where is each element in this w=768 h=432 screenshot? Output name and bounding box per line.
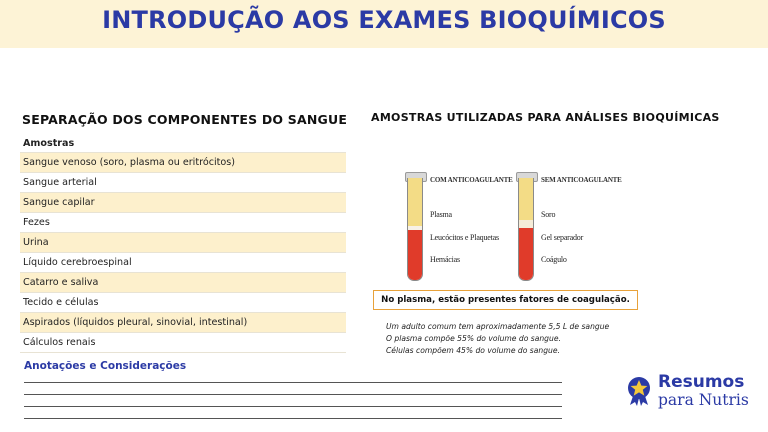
table-row (20, 293, 346, 313)
table-cell: Sangue arterial (20, 173, 346, 193)
table-row (20, 273, 346, 293)
note-line[interactable] (24, 394, 562, 395)
notes-title: Anotações e Considerações (24, 360, 187, 372)
fact-line: Células compõem 45% do volume do sangue. (386, 346, 560, 355)
note-line[interactable] (24, 382, 562, 383)
tube-with-anticoagulant (407, 178, 423, 281)
callout-box: No plasma, estão presentes fatores de coagulação. (373, 290, 638, 310)
table-cell: Sangue capilar (20, 193, 346, 213)
tube1-component: Hemácias (430, 255, 460, 264)
tube1-component: Leucócitos e Plaquetas (430, 233, 499, 242)
table-row (20, 153, 346, 173)
fact-line: Um adulto comum tem aproximadamente 5,5 L de sangue (386, 322, 610, 331)
table-cell: Líquido cerebroespinal (20, 253, 346, 273)
right-heading: AMOSTRAS UTILIZADAS PARA ANÁLISES BIOQUÍMICAS (371, 111, 720, 124)
table-cell: Aspirados (líquidos pleural, sinovial, intestinal) (20, 313, 346, 333)
plasma-layer (408, 178, 422, 226)
page-title: INTRODUÇÃO AOS EXAMES BIOQUÍMICOS (102, 6, 666, 34)
tube1-component: Plasma (430, 210, 452, 219)
gel-layer (519, 220, 533, 228)
table-header-row (20, 134, 346, 153)
table-row (20, 313, 346, 333)
table-row (20, 253, 346, 273)
clot-layer (519, 228, 533, 280)
table-row (20, 333, 346, 353)
tube-without-anticoagulant (518, 178, 534, 281)
table-cell: Tecido e células (20, 293, 346, 313)
table-cell: Catarro e saliva (20, 273, 346, 293)
table-row (20, 233, 346, 253)
samples-table (20, 134, 346, 353)
tube2-component: Soro (541, 210, 556, 219)
table-row (20, 193, 346, 213)
table-cell: Fezes (20, 213, 346, 233)
red-cell-layer (408, 230, 422, 280)
left-heading: SEPARAÇÃO DOS COMPONENTES DO SANGUE (22, 112, 348, 127)
serum-layer (519, 178, 533, 220)
logo-text-resumos: Resumos (658, 372, 745, 392)
table-header: Amostras (20, 134, 346, 153)
medal-star-icon (624, 376, 654, 406)
note-line[interactable] (24, 406, 562, 407)
tube2-component: Coágulo (541, 255, 567, 264)
table-cell: Sangue venoso (soro, plasma ou eritrócitos) (20, 153, 346, 173)
tube1-label: COM ANTICOAGULANTE (430, 176, 513, 184)
brand-logo (624, 372, 754, 416)
fact-line: O plasma compõe 55% do volume do sangue. (386, 334, 561, 343)
logo-text-para-nutris: para Nutris (658, 391, 749, 409)
table-row (20, 213, 346, 233)
table-cell: Cálculos renais (20, 333, 346, 353)
table-cell: Urina (20, 233, 346, 253)
tube2-label: SEM ANTICOAGULANTE (541, 176, 622, 184)
table-row (20, 173, 346, 193)
note-line[interactable] (24, 418, 562, 419)
tube2-component: Gel separador (541, 233, 584, 242)
